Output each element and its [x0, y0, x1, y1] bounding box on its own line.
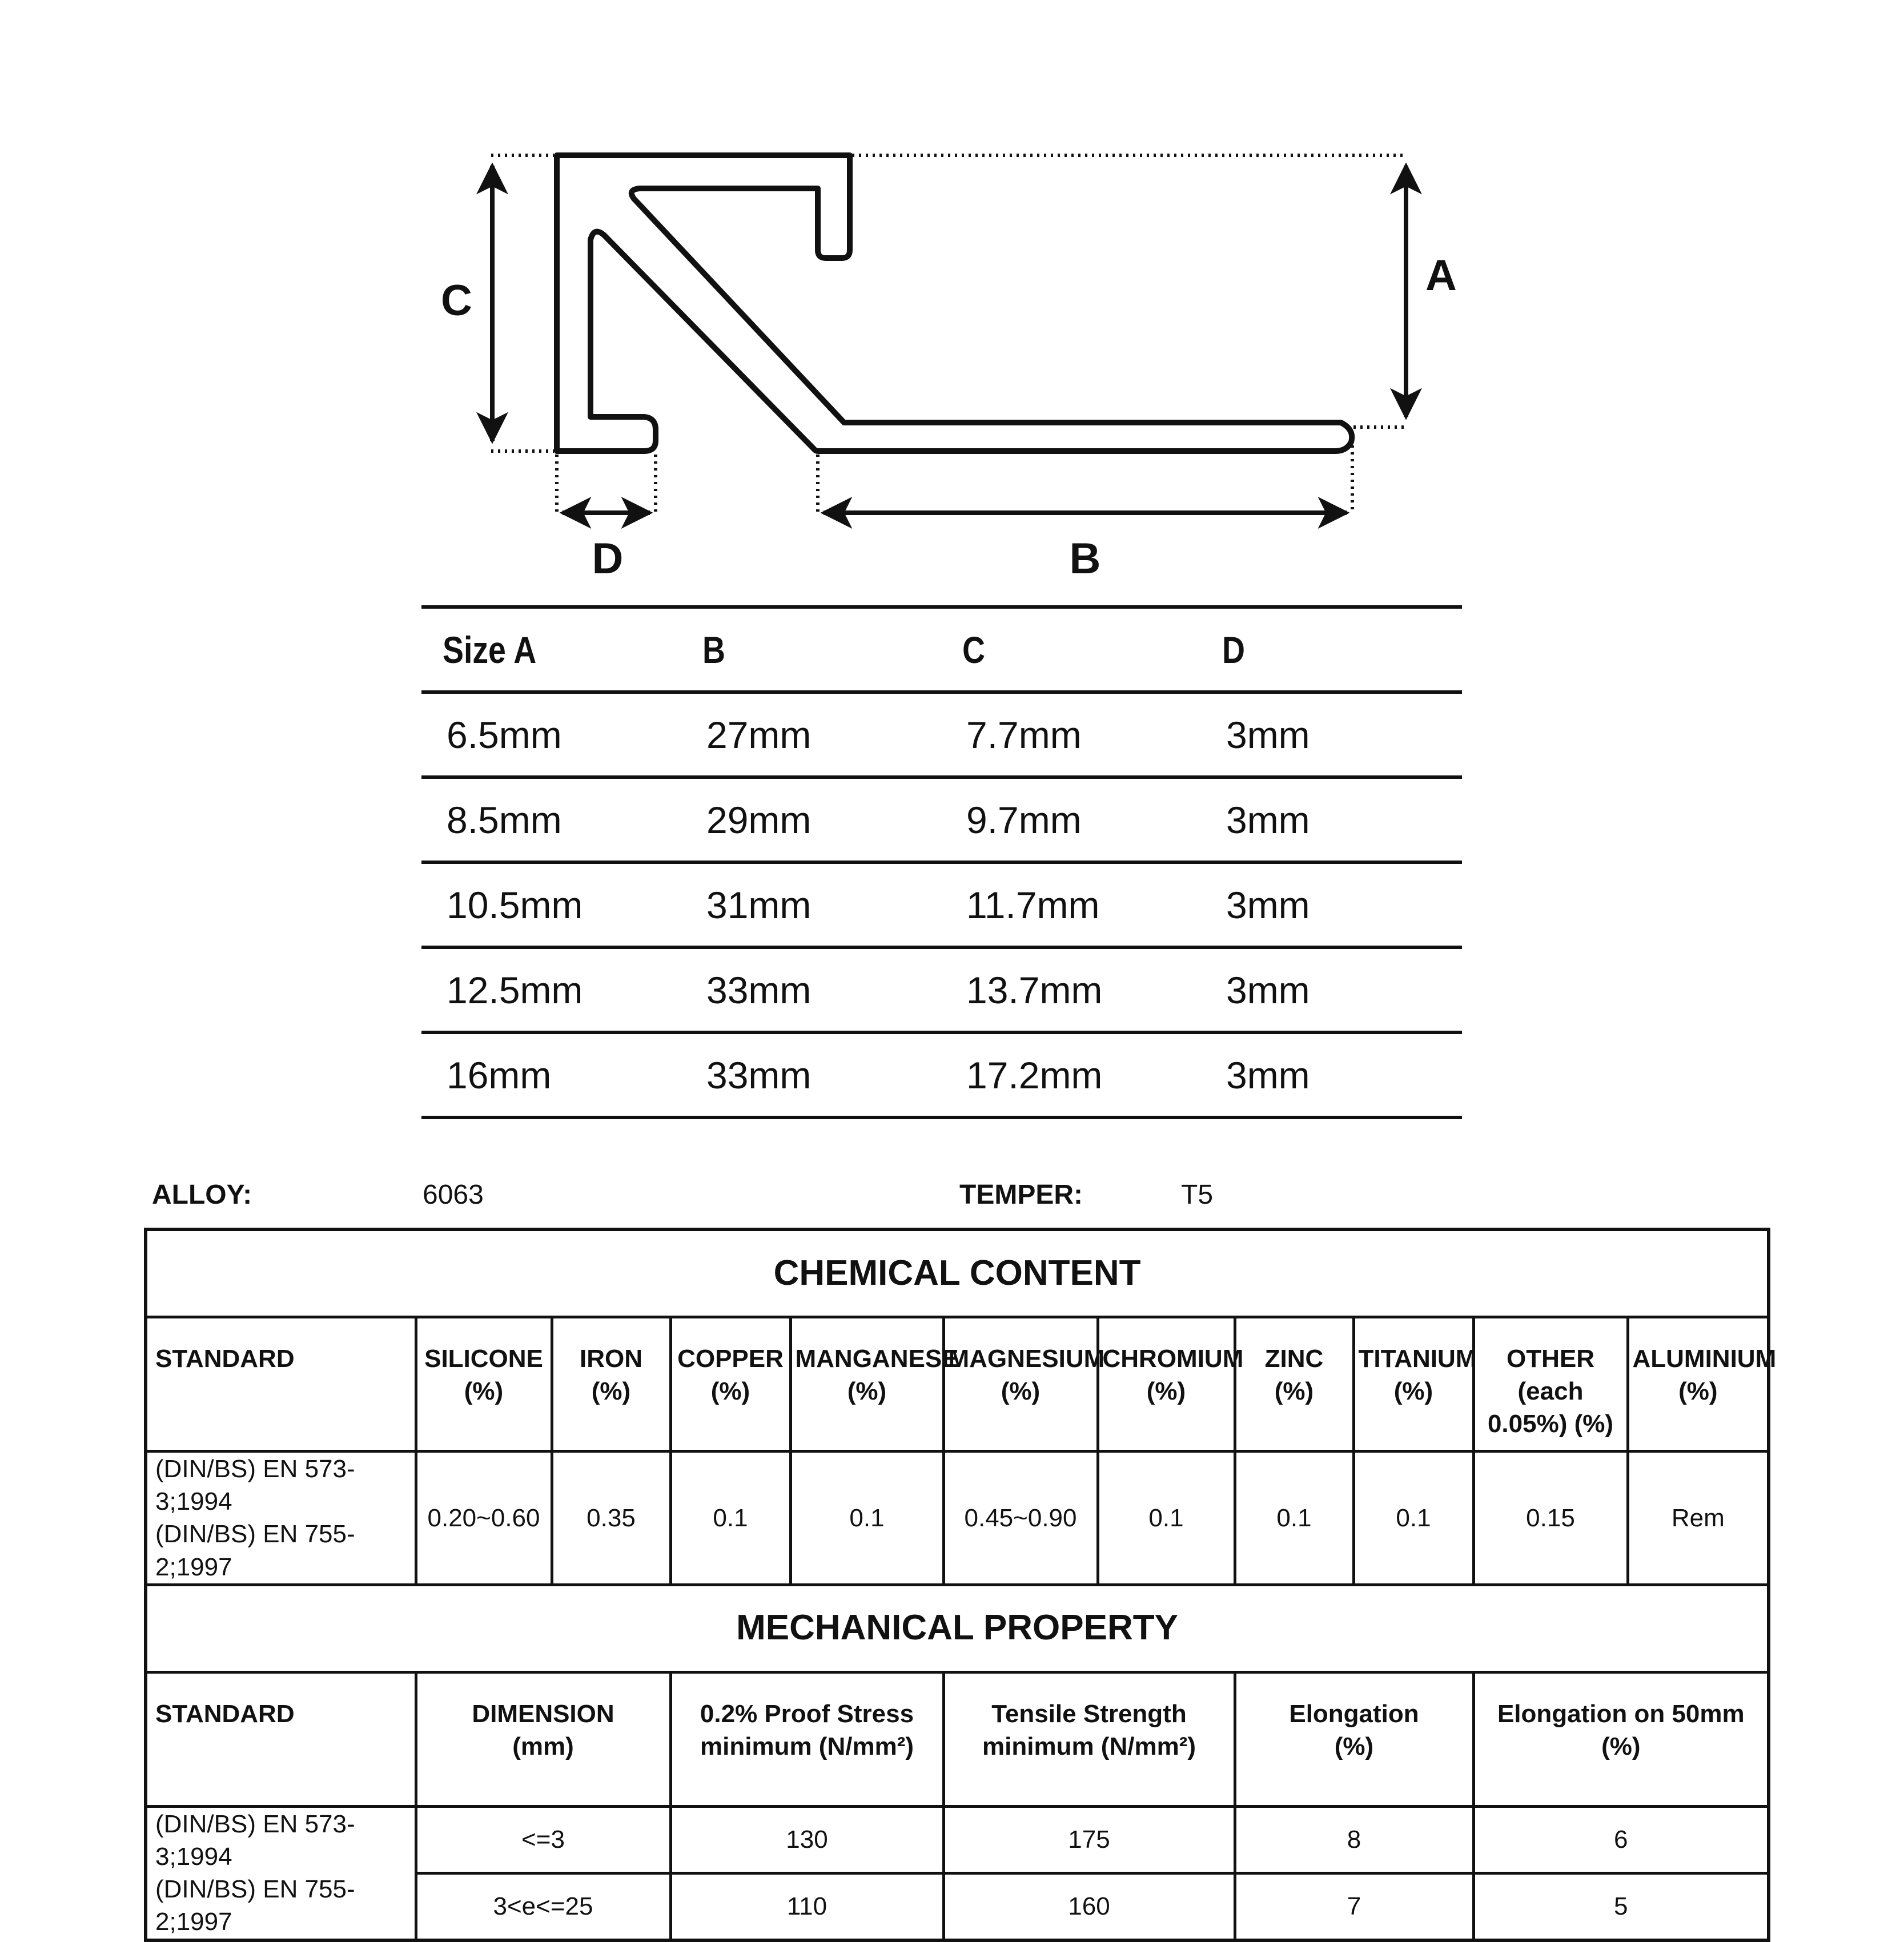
chemical-header-row — [146, 1317, 1769, 1452]
size-cell: 10.5mm — [421, 862, 681, 947]
size-header-c: C — [941, 607, 1159, 692]
size-header-b: B — [681, 607, 899, 692]
dimension-label-d: D — [592, 534, 624, 583]
extension-lines — [491, 155, 1405, 514]
size-header-d: D — [1201, 607, 1420, 692]
chem-col-copper: COPPER (%) — [670, 1317, 790, 1452]
chem-col-magnesium: MAGNESIUM (%) — [943, 1317, 1098, 1452]
profile-contour-outer — [557, 155, 1352, 451]
size-cell: 11.7mm — [941, 862, 1201, 947]
chem-col-zinc: ZINC (%) — [1235, 1317, 1353, 1452]
size-cell: 27mm — [681, 692, 941, 777]
size-cell: 7.7mm — [941, 692, 1201, 777]
chem-value: 0.1 — [670, 1452, 790, 1585]
size-header-a: Size A — [421, 607, 640, 692]
mechanical-standard: (DIN/BS) EN 573-3;1994 (DIN/BS) EN 755-2;1997 — [146, 1806, 416, 1940]
size-cell: 3mm — [1201, 1032, 1462, 1117]
chem-value: 0.35 — [552, 1452, 670, 1585]
temper-value: T5 — [1181, 1180, 1214, 1210]
size-cell: 3mm — [1201, 692, 1462, 777]
chem-col-silicone: SILICONE (%) — [416, 1317, 552, 1452]
chem-value: 0.1 — [1235, 1452, 1353, 1585]
size-cell: 12.5mm — [421, 947, 681, 1032]
size-cell: 9.7mm — [941, 777, 1201, 862]
chemical-standard-header: STANDARD — [146, 1317, 416, 1452]
mech-value: 7 — [1235, 1873, 1473, 1940]
chem-value: 0.1 — [1353, 1452, 1473, 1585]
chem-col-manganese: MANGANESE (%) — [790, 1317, 943, 1452]
mech-value: 5 — [1473, 1873, 1769, 1940]
dimension-label-b: B — [1069, 534, 1101, 583]
mech-value: <=3 — [416, 1806, 670, 1873]
chem-col-other: OTHER (each 0.05%) (%) — [1473, 1317, 1628, 1452]
alloy-label: ALLOY: — [152, 1180, 252, 1210]
mech-value: 160 — [943, 1873, 1235, 1940]
size-table-row — [421, 777, 1462, 862]
size-cell: 13.7mm — [941, 947, 1201, 1032]
mech-col-elongation-50mm: Elongation on 50mm (%) — [1473, 1672, 1769, 1806]
chem-value: 0.1 — [790, 1452, 943, 1585]
size-table-row — [421, 947, 1462, 1032]
mechanical-value-row — [146, 1806, 1769, 1873]
size-table-header — [421, 607, 1462, 692]
alloy-value: 6063 — [423, 1180, 484, 1210]
chemical-standard: (DIN/BS) EN 573-3;1994 (DIN/BS) EN 755-2;1997 — [146, 1452, 416, 1585]
size-cell: 16mm — [421, 1032, 681, 1117]
mech-col-dimension: DIMENSION (mm) — [416, 1672, 670, 1806]
chem-value: 0.15 — [1473, 1452, 1628, 1585]
mech-value: 110 — [670, 1873, 943, 1940]
mechanical-property-title: MECHANICAL PROPERTY — [146, 1585, 1769, 1672]
mech-value: 8 — [1235, 1806, 1473, 1873]
temper-label: TEMPER: — [959, 1180, 1083, 1210]
mech-col-elongation: Elongation (%) — [1235, 1672, 1473, 1806]
profile-outline — [557, 155, 1353, 451]
dimension-label-a: A — [1425, 251, 1457, 300]
size-cell: 31mm — [681, 862, 941, 947]
mech-col-tensile-strength: Tensile Strength minimum (N/mm²) — [943, 1672, 1235, 1806]
size-table-row — [421, 862, 1462, 947]
size-cell: 6.5mm — [421, 692, 681, 777]
chem-value: 0.45~0.90 — [943, 1452, 1098, 1585]
mech-value: 130 — [670, 1806, 943, 1873]
chem-col-iron: IRON (%) — [552, 1317, 670, 1452]
size-cell: 17.2mm — [941, 1032, 1201, 1117]
chemical-content-title: CHEMICAL CONTENT — [146, 1229, 1769, 1317]
size-table-row — [421, 1032, 1462, 1117]
size-cell: 29mm — [681, 777, 941, 862]
chem-col-titanium: TITANIUM (%) — [1353, 1317, 1473, 1452]
mechanical-header-row — [146, 1672, 1769, 1806]
mechanical-standard-header: STANDARD — [146, 1672, 416, 1806]
size-cell: 3mm — [1201, 862, 1462, 947]
dimension-label-c: C — [441, 276, 472, 325]
chem-col-aluminium: ALUMINIUM (%) — [1628, 1317, 1769, 1452]
profile-drawing — [0, 0, 1904, 605]
spec-table — [144, 1228, 1777, 1942]
size-table-row — [421, 692, 1462, 777]
chem-value: 0.20~0.60 — [416, 1452, 552, 1585]
size-cell: 3mm — [1201, 777, 1462, 862]
mech-value: 3<e<=25 — [416, 1873, 670, 1940]
size-cell: 33mm — [681, 947, 941, 1032]
mech-value: 6 — [1473, 1806, 1769, 1873]
mech-col-proof-stress: 0.2% Proof Stress minimum (N/mm²) — [670, 1672, 943, 1806]
size-cell: 33mm — [681, 1032, 941, 1117]
chem-value: 0.1 — [1098, 1452, 1235, 1585]
size-cell: 8.5mm — [421, 777, 681, 862]
chem-col-chromium: CHROMIUM (%) — [1098, 1317, 1235, 1452]
mech-value: 175 — [943, 1806, 1235, 1873]
size-table — [421, 605, 1462, 1119]
chem-value: Rem — [1628, 1452, 1769, 1585]
chemical-value-row — [146, 1452, 1769, 1585]
size-cell: 3mm — [1201, 947, 1462, 1032]
